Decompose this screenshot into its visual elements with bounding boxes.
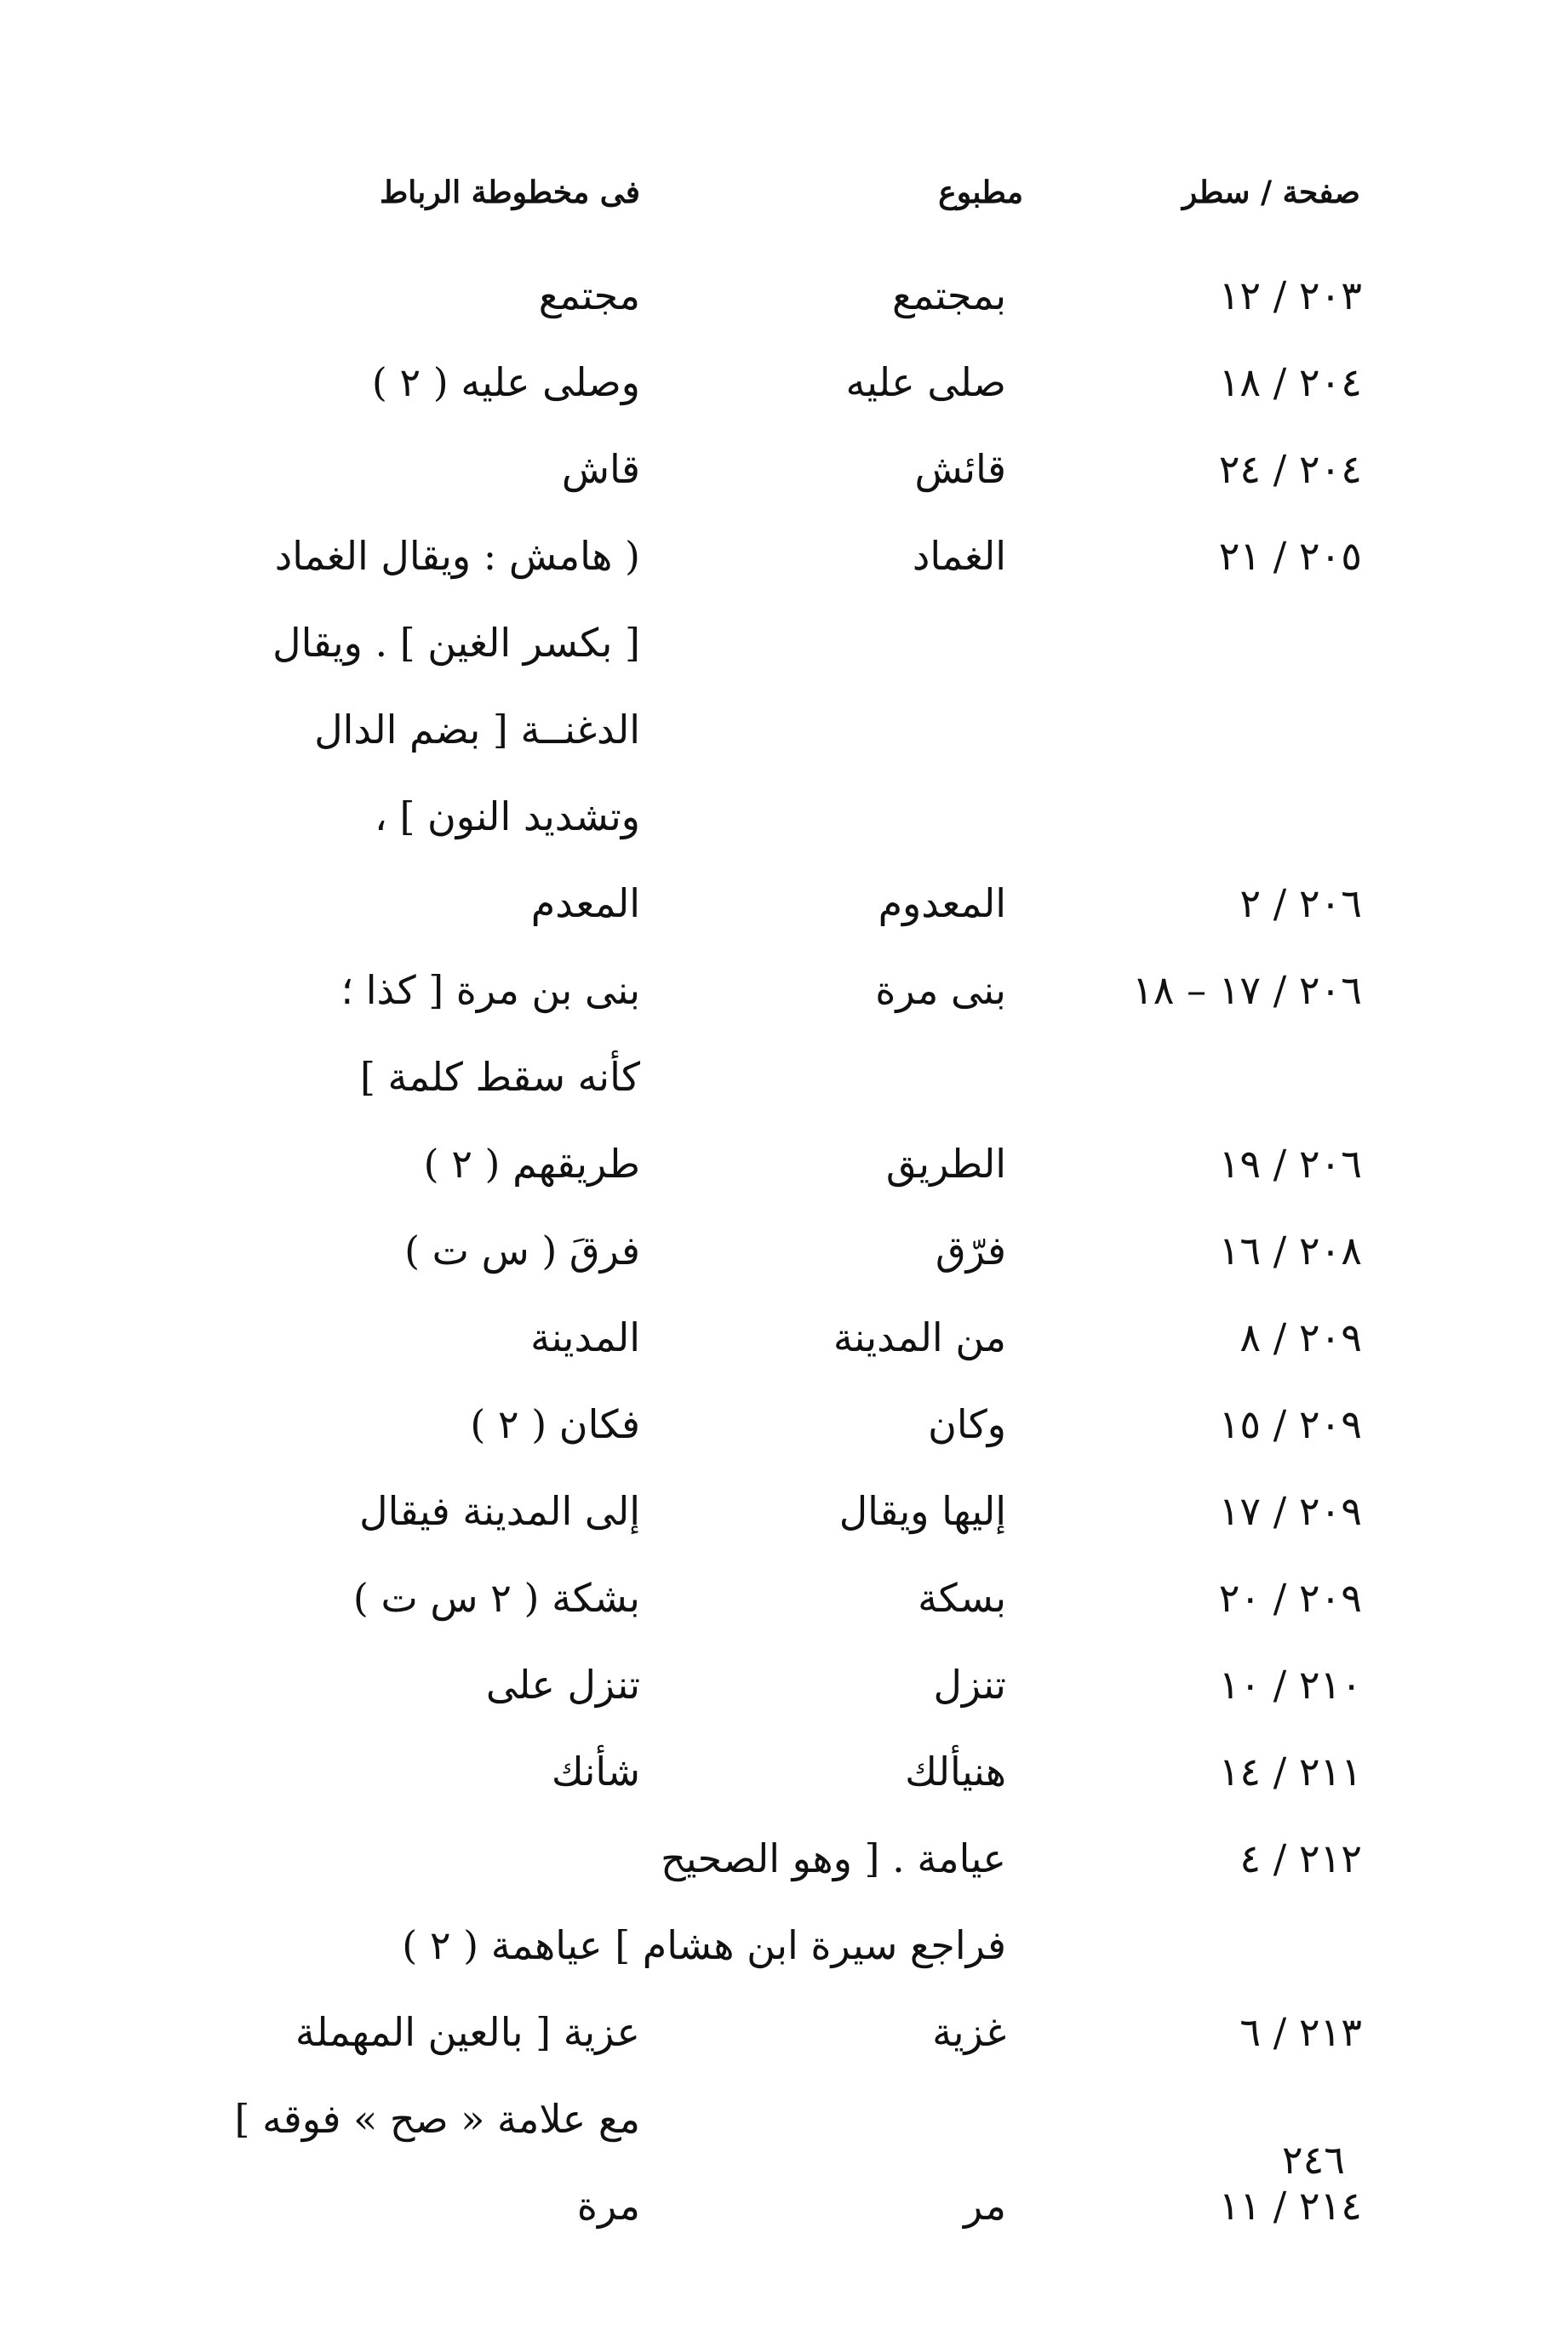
page-line-ref: ٢٠٤ / ٢٤	[1218, 446, 1362, 492]
printed-reading: صلى عليه	[845, 359, 1006, 405]
manuscript-reading: عزية [ بالعين المهملة	[295, 2009, 640, 2055]
table-row	[0, 264, 1568, 351]
table-row	[0, 1914, 1568, 2001]
printed-reading: الغماد	[912, 533, 1006, 579]
table-header	[0, 175, 1568, 226]
table-row	[0, 872, 1568, 959]
page-line-ref: ٢١٠ / ١٠	[1218, 1662, 1362, 1708]
manuscript-reading: كأنه سقط كلمة ]	[359, 1054, 640, 1100]
manuscript-reading: تنزل على	[485, 1662, 640, 1708]
manuscript-reading: مرة	[576, 2183, 640, 2229]
printed-reading: وكان	[928, 1401, 1006, 1447]
table-row	[0, 959, 1568, 1045]
printed-reading: تنزل	[933, 1662, 1006, 1708]
table-row	[0, 785, 1568, 872]
spanning-note: عيامة . [ وهو الصحيح	[661, 1835, 1006, 1881]
table-row	[0, 1393, 1568, 1480]
manuscript-reading: إلى المدينة فيقال	[359, 1488, 640, 1534]
manuscript-reading: طريقهم ( ٢ )	[423, 1141, 640, 1187]
printed-reading: بمجتمع	[891, 272, 1006, 318]
page-line-ref: ٢٠٩ / ٢٠	[1218, 1575, 1362, 1621]
manuscript-reading: وتشديد النون ] ،	[374, 793, 640, 839]
table-row	[0, 2001, 1568, 2087]
manuscript-reading: مع علامة « صح » فوقه ]	[234, 2096, 640, 2142]
table-row	[0, 1306, 1568, 1393]
manuscript-reading: [ بكسر الغين ] . ويقال	[272, 620, 640, 666]
page-line-ref: ٢٠٩ / ١٥	[1218, 1401, 1362, 1447]
manuscript-reading: فكان ( ٢ )	[470, 1401, 640, 1447]
page-line-ref: ٢١٣ / ٦	[1239, 2009, 1362, 2055]
table-row	[0, 698, 1568, 785]
errata-table	[0, 264, 1568, 2261]
table-row	[0, 611, 1568, 698]
table-row	[0, 438, 1568, 524]
manuscript-reading: الدغنــة [ بضم الدال	[314, 707, 640, 753]
manuscript-reading: بنى بن مرة [ كذا ؛	[340, 967, 640, 1013]
page-line-ref: ٢٠٦ / ١٧ – ١٨	[1132, 967, 1362, 1013]
column-header-printed: مطبوع	[938, 175, 1023, 210]
printed-reading: غزية	[932, 2009, 1006, 2055]
printed-reading: قائش	[914, 446, 1006, 492]
printed-reading: مر	[963, 2183, 1006, 2229]
table-row	[0, 1653, 1568, 1740]
table-row	[0, 1566, 1568, 1653]
page-line-ref: ٢٠٦ / ١٩	[1218, 1141, 1362, 1187]
printed-reading: بسكة	[918, 1575, 1006, 1621]
spanning-note: فراجع سيرة ابن هشام ] عياهمة ( ٢ )	[402, 1922, 1006, 1968]
column-header-manuscript: فى مخطوطة الرباط	[380, 175, 640, 210]
manuscript-reading: بشكة ( ٢ س ت )	[352, 1575, 640, 1621]
manuscript-reading: ( هامش : ويقال الغماد	[274, 533, 640, 579]
printed-reading: هنيألك	[905, 1749, 1006, 1795]
page-number: ٢٤٦	[1281, 2137, 1345, 2183]
printed-reading: المعدوم	[878, 880, 1006, 926]
page-line-ref: ٢٠٥ / ٢١	[1218, 533, 1362, 579]
page-line-ref: ٢١١ / ١٤	[1218, 1749, 1362, 1795]
page-line-ref: ٢٠٦ / ٢	[1239, 880, 1362, 926]
printed-reading: الطريق	[885, 1141, 1006, 1187]
manuscript-reading: مجتمع	[538, 272, 640, 318]
manuscript-reading: فرقَ ( س ت )	[404, 1228, 640, 1274]
printed-reading: من المدينة	[833, 1314, 1006, 1360]
column-header-page-line: صفحة / سطر	[1182, 175, 1360, 210]
page-line-ref: ٢٠٩ / ١٧	[1218, 1488, 1362, 1534]
table-row	[0, 524, 1568, 611]
manuscript-reading: شأنك	[551, 1749, 640, 1795]
table-row	[0, 1740, 1568, 1827]
table-row	[0, 1827, 1568, 1914]
page-line-ref: ٢١٤ / ١١	[1218, 2183, 1362, 2229]
table-row	[0, 2174, 1568, 2261]
printed-reading: بنى مرة	[875, 967, 1006, 1013]
page-line-ref: ٢٠٨ / ١٦	[1218, 1228, 1362, 1274]
manuscript-reading: المعدم	[530, 880, 640, 926]
page-line-ref: ٢٠٣ / ١٢	[1218, 272, 1362, 318]
table-row	[0, 351, 1568, 438]
printed-reading: فرّق	[935, 1228, 1006, 1274]
manuscript-reading: قاش	[561, 446, 640, 492]
manuscript-reading: المدينة	[530, 1314, 640, 1360]
table-row	[0, 1480, 1568, 1566]
table-row	[0, 1219, 1568, 1306]
page-line-ref: ٢٠٤ / ١٨	[1218, 359, 1362, 405]
manuscript-reading: وصلى عليه ( ٢ )	[371, 359, 640, 405]
table-row	[0, 1045, 1568, 1132]
table-row	[0, 1132, 1568, 1219]
printed-reading: إليها ويقال	[838, 1488, 1006, 1534]
page-line-ref: ٢١٢ / ٤	[1239, 1835, 1362, 1881]
page-line-ref: ٢٠٩ / ٨	[1239, 1314, 1362, 1360]
